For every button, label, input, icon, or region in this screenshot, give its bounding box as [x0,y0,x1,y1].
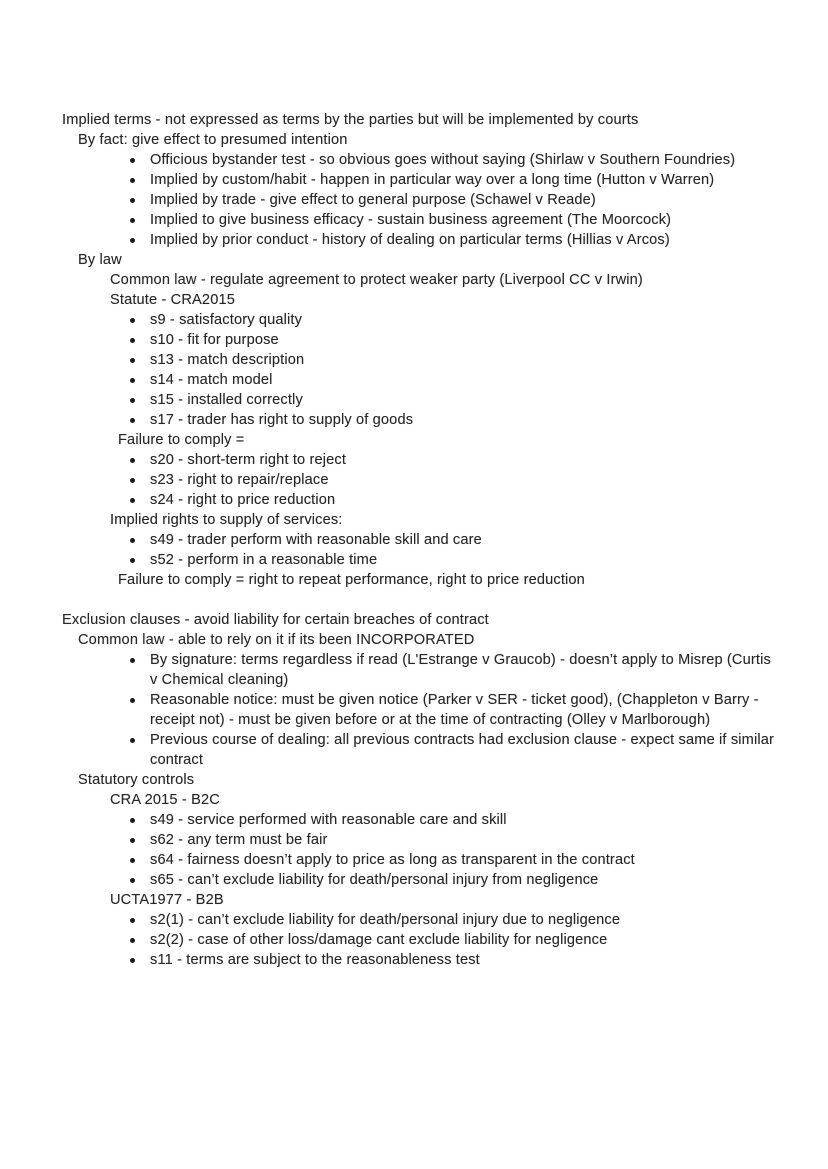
list-item-text: s49 - trader perform with reasonable skill and care [150,532,482,548]
bullet-dot-icon [130,478,135,483]
list-item [150,390,782,410]
list-item [150,190,782,210]
list-item [150,470,782,490]
bullet-dot-icon [130,238,135,243]
list-item-text: s2(2) - case of other loss/damage cant exclude liability for negligence [150,932,608,948]
list-item-text: s24 - right to price reduction [150,492,336,508]
sub-heading: Common law - regulate agreement to protect weaker party (Liverpool CC v Irwin) [110,272,643,288]
bullet-dot-icon [130,558,135,563]
list-item [150,690,782,730]
list-item-text: s13 - match description [150,352,305,368]
bullet-dot-icon [130,318,135,323]
bullet-dot-icon [130,218,135,223]
list-item [150,850,782,870]
list-item-text: s15 - installed correctly [150,392,303,408]
list-item-text: s49 - service performed with reasonable care and skill [150,812,507,828]
list-item-text: Implied by trade - give effect to general purpose (Schawel v Reade) [150,192,596,208]
bullet-dot-icon [130,698,135,703]
list-item [150,350,782,370]
bullet-dot-icon [130,958,135,963]
list-item [150,330,782,350]
bullet-dot-icon [130,658,135,663]
list-item-text: s52 - perform in a reasonable time [150,552,378,568]
list-item-text: Implied by custom/habit - happen in particular way over a long time (Hutton v Warren) [150,172,715,188]
list-item-text: By signature: terms regardless if read (L'Estrange v Graucob) - doesn’t apply to Misrep (Curtis v Chemical cleaning) [150,652,771,688]
list-item-text: s10 - fit for purpose [150,332,279,348]
list-item-text: s23 - right to repair/replace [150,472,329,488]
list-item [150,810,782,830]
list-item-text: s64 - fairness doesn’t apply to price as long as transparent in the contract [150,852,635,868]
sub-heading: Statutory controls [78,772,195,788]
bullet-dot-icon [130,378,135,383]
bullet-dot-icon [130,178,135,183]
list-item [150,310,782,330]
sub-heading: By fact: give effect to presumed intention [78,132,348,148]
bullet-dot-icon [130,498,135,503]
section-heading: Exclusion clauses - avoid liability for certain breaches of contract [62,612,489,628]
sub-heading: Failure to comply = [118,432,245,448]
bullet-dot-icon [130,738,135,743]
sub-heading: Common law - able to rely on it if its been INCORPORATED [78,632,475,648]
list-item [150,150,782,170]
sub-heading: Statute - CRA2015 [110,292,235,308]
list-item [150,550,782,570]
list-item [150,870,782,890]
sub-heading: CRA 2015 - B2C [110,792,220,808]
list-item [150,650,782,690]
bullet-dot-icon [130,858,135,863]
list-item [150,530,782,550]
list-item-text: Reasonable notice: must be given notice (Parker v SER - ticket good), (Chappleton v Barry - receipt not) - must be given before or at the time of contracting (Olley v Marlborough) [150,692,759,728]
list-item-text: s11 - terms are subject to the reasonableness test [150,952,480,968]
bullet-dot-icon [130,538,135,543]
list-item-text: Implied by prior conduct - history of dealing on particular terms (Hillias v Arcos) [150,232,670,248]
bullet-dot-icon [130,818,135,823]
list-item-text: s17 - trader has right to supply of goods [150,412,414,428]
bullet-dot-icon [130,358,135,363]
list-item [150,950,782,970]
bullet-dot-icon [130,398,135,403]
bullet-dot-icon [130,838,135,843]
list-item [150,910,782,930]
bullet-dot-icon [130,918,135,923]
bullet-dot-icon [130,458,135,463]
list-item-text: Previous course of dealing: all previous contracts had exclusion clause - expect same if similar contract [150,732,774,768]
bullet-dot-icon [130,158,135,163]
list-item [150,830,782,850]
list-item [150,450,782,470]
section-heading: Implied terms - not expressed as terms by the parties but will be implemented by courts [62,112,639,128]
list-item-text: s20 - short-term right to reject [150,452,347,468]
section-implied-terms [62,110,782,590]
sub-heading: UCTA1977 - B2B [110,892,224,908]
list-item-text: Implied to give business efficacy - sustain business agreement (The Moorcock) [150,212,672,228]
section-exclusion-clauses [62,610,782,970]
list-item-text: s65 - can’t exclude liability for death/personal injury from negligence [150,872,599,888]
document-body [62,110,782,970]
list-item-text: s9 - satisfactory quality [150,312,303,328]
sub-heading: Implied rights to supply of services: [110,512,343,528]
bullet-dot-icon [130,198,135,203]
list-item [150,170,782,190]
sub-heading: Failure to comply = right to repeat performance, right to price reduction [118,572,585,588]
list-item [150,230,782,250]
list-item [150,930,782,950]
bullet-dot-icon [130,338,135,343]
list-item [150,490,782,510]
list-item [150,410,782,430]
list-item-text: s14 - match model [150,372,273,388]
list-item [150,370,782,390]
list-item [150,210,782,230]
list-item-text: s2(1) - can’t exclude liability for death/personal injury due to negligence [150,912,621,928]
list-item-text: Officious bystander test - so obvious goes without saying (Shirlaw v Southern Foundries) [150,152,736,168]
sub-heading: By law [78,252,122,268]
section-spacer [62,590,782,610]
bullet-dot-icon [130,418,135,423]
list-item [150,730,782,770]
bullet-dot-icon [130,938,135,943]
list-item-text: s62 - any term must be fair [150,832,328,848]
bullet-dot-icon [130,878,135,883]
